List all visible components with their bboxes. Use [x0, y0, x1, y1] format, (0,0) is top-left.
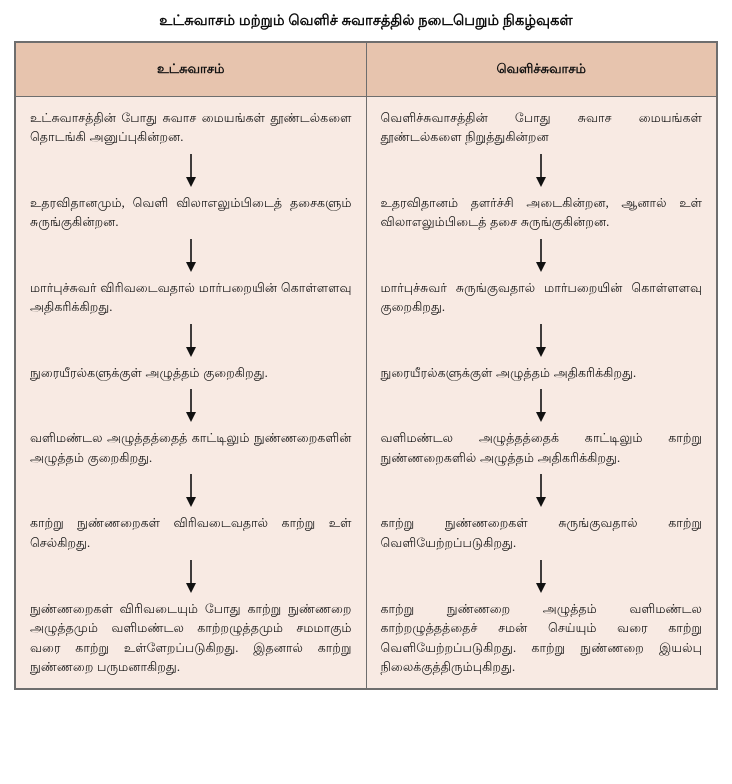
- flow-step: உட்சுவாசத்தின் போது சுவாச மையங்கள் தூண்டல்களை தொடங்கி அனுப்புகின்றன.: [30, 110, 352, 145]
- page-title: உட்சுவாசம் மற்றும் வெளிச் சுவாசத்தில் நடைபெறும் நிகழ்வுகள்: [159, 13, 573, 29]
- cell-inhalation: [16, 96, 367, 688]
- down-arrow-icon: [30, 239, 352, 273]
- flow-step: உதரவிதானமும், வெளி விலாஎலும்பிடைத் தசைகளும் சுருங்குகின்றன.: [30, 195, 352, 230]
- down-arrow-icon: [381, 474, 703, 508]
- inhalation-flow: [16, 97, 366, 688]
- table-row: [16, 96, 717, 688]
- flow-step: வளிமண்டல அழுத்தத்தைத் காட்டிலும் நுண்ணறைகளின் அழுத்தம் குறைகிறது.: [30, 431, 352, 465]
- down-arrow-icon: [30, 154, 352, 188]
- flow-step: காற்று நுண்ணறைகள் விரிவடைவதால் காற்று உள் செல்கிறது.: [30, 516, 352, 550]
- down-arrow-icon: [30, 560, 352, 594]
- down-arrow-icon: [381, 389, 703, 423]
- cell-exhalation: [366, 96, 717, 688]
- flow-step: வளிமண்டல அழுத்தத்தைக் காட்டிலும் காற்று நுண்ணறைகளில் அழுத்தம் அதிகரிக்கிறது.: [380, 431, 702, 465]
- down-arrow-icon: [30, 389, 352, 423]
- table-body: [16, 96, 717, 688]
- flow-table: [15, 42, 717, 689]
- exhalation-flow: [367, 97, 717, 688]
- flow-step: உதரவிதானம் தளர்ச்சி அடைகின்றன, ஆனால் உள் விலாஎலும்பிடைத் தசை சுருங்குகின்றன.: [380, 195, 702, 230]
- column-header-exhalation: வெளிச்சுவாசம்: [366, 42, 717, 96]
- flow-step: காற்று நுண்ணறைகள் சுருங்குவதால் காற்று வெளியேற்றப்படுகிறது.: [380, 516, 702, 550]
- down-arrow-icon: [381, 239, 703, 273]
- down-arrow-icon: [381, 324, 703, 358]
- flow-step: மார்புச்சுவர் விரிவடைவதால் மார்பறையின் கொள்ளளவு அதிகரிக்கிறது.: [30, 280, 352, 315]
- down-arrow-icon: [30, 474, 352, 508]
- flow-table-container: [14, 41, 718, 690]
- flow-step: வெளிச்சுவாசத்தின் போது சுவாச மையங்கள் தூண்டல்களை நிறுத்துகின்றன: [380, 110, 702, 145]
- column-header-inhalation: உட்சுவாசம்: [16, 42, 367, 96]
- table-header-row: [16, 42, 717, 96]
- down-arrow-icon: [381, 560, 703, 594]
- flow-step: காற்று நுண்ணறை அழுத்தம் வளிமண்டல காற்றழுத்தத்தைச் சமன் செய்யும் வரை காற்று வெளியேற்றப்படுகிறது. காற்று நுண்ணறை இயல்பு நிலைக்குத்திரும்புகிறது.: [380, 601, 702, 675]
- flow-step: நுண்ணறைகள் விரிவடையும் போது காற்று நுண்ணறை அழுத்தமும் வளிமண்டல காற்றழுத்தமும் சமமாகும் வரை காற்று உள்ளேறப்படுகிறது. இதனால் காற்று நுண்ணறை பருமனாகிறது.: [30, 601, 352, 675]
- down-arrow-icon: [30, 324, 352, 358]
- table-header: [16, 42, 717, 96]
- flow-step: நுரையீரல்களுக்குள் அழுத்தம் அதிகரிக்கிறது.: [380, 365, 637, 380]
- down-arrow-icon: [381, 154, 703, 188]
- flow-step: மார்புச்சுவர் சுருங்குவதால் மார்பறையின் கொள்ளளவு குறைகிறது.: [380, 280, 702, 315]
- flow-step: நுரையீரல்களுக்குள் அழுத்தம் குறைகிறது.: [30, 365, 268, 380]
